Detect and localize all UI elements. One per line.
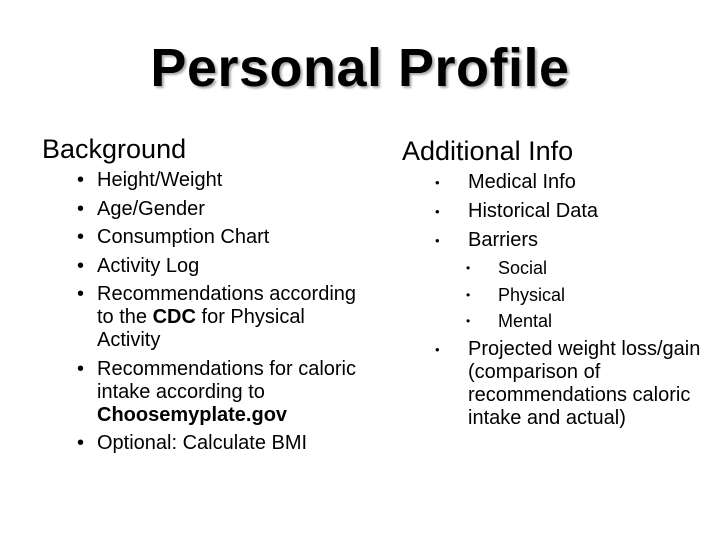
bullet-icon: • <box>435 341 440 357</box>
slide-title: Personal Profile <box>150 38 570 98</box>
bullet-icon: • <box>77 226 85 248</box>
bullet-icon: • <box>466 261 471 275</box>
list-item-text: Projected weight loss/gain (comparison of recommendations caloric intake and actual) <box>468 337 701 429</box>
list-item <box>402 171 717 194</box>
bullet-icon: • <box>77 254 85 277</box>
bullet-icon: • <box>466 314 471 328</box>
list-item-text: Optional: Calculate BMI <box>97 432 308 454</box>
additional-info-list <box>402 171 717 430</box>
list-item-text: Barriers <box>468 229 539 251</box>
list-item <box>402 229 717 252</box>
list-item <box>42 169 360 192</box>
background-heading: Background <box>42 134 187 164</box>
sub-list-item <box>402 258 717 279</box>
list-item <box>42 255 360 278</box>
list-item-text: Mental <box>498 311 553 331</box>
list-item <box>402 200 717 223</box>
sub-list-item <box>402 285 717 306</box>
bullet-icon: • <box>77 357 85 380</box>
additional-info-column <box>402 136 717 436</box>
bullet-icon: • <box>77 197 85 220</box>
list-item <box>42 283 360 352</box>
list-item <box>42 432 360 455</box>
list-item-text-bold: Choosemyplate.gov <box>97 403 288 426</box>
list-item <box>402 338 717 430</box>
bullet-icon: • <box>466 287 471 302</box>
list-item <box>42 226 360 249</box>
list-item-text: Physical <box>498 284 566 305</box>
list-item <box>42 198 360 221</box>
list-item-text: Age/Gender <box>97 197 205 220</box>
list-item-text: Activity Log <box>97 254 200 277</box>
list-item-text-bold: CDC <box>152 306 196 328</box>
sub-list-item <box>402 311 717 332</box>
list-item-text: Medical Info <box>468 171 576 193</box>
list-item <box>42 358 360 427</box>
bullet-icon: • <box>77 432 85 454</box>
bullet-icon: • <box>77 169 85 191</box>
bullet-icon: • <box>435 233 440 248</box>
list-item-text-post: for Physical Activity <box>97 306 305 351</box>
list-item-text: Height/Weight <box>97 169 223 191</box>
bullet-icon: • <box>435 204 440 219</box>
bullet-icon: • <box>435 175 440 190</box>
list-item-text: Historical Data <box>468 200 599 222</box>
additional-info-heading: Additional Info <box>402 136 574 166</box>
list-item-text: Consumption Chart <box>97 226 270 248</box>
background-list <box>42 169 360 455</box>
list-item-text-pre: Recommendations for caloric intake according to <box>97 357 356 403</box>
background-column <box>42 134 360 461</box>
list-item-text: Social <box>498 258 548 278</box>
list-item-text-pre: Recommendations according to the <box>97 283 357 328</box>
bullet-icon: • <box>77 283 85 305</box>
